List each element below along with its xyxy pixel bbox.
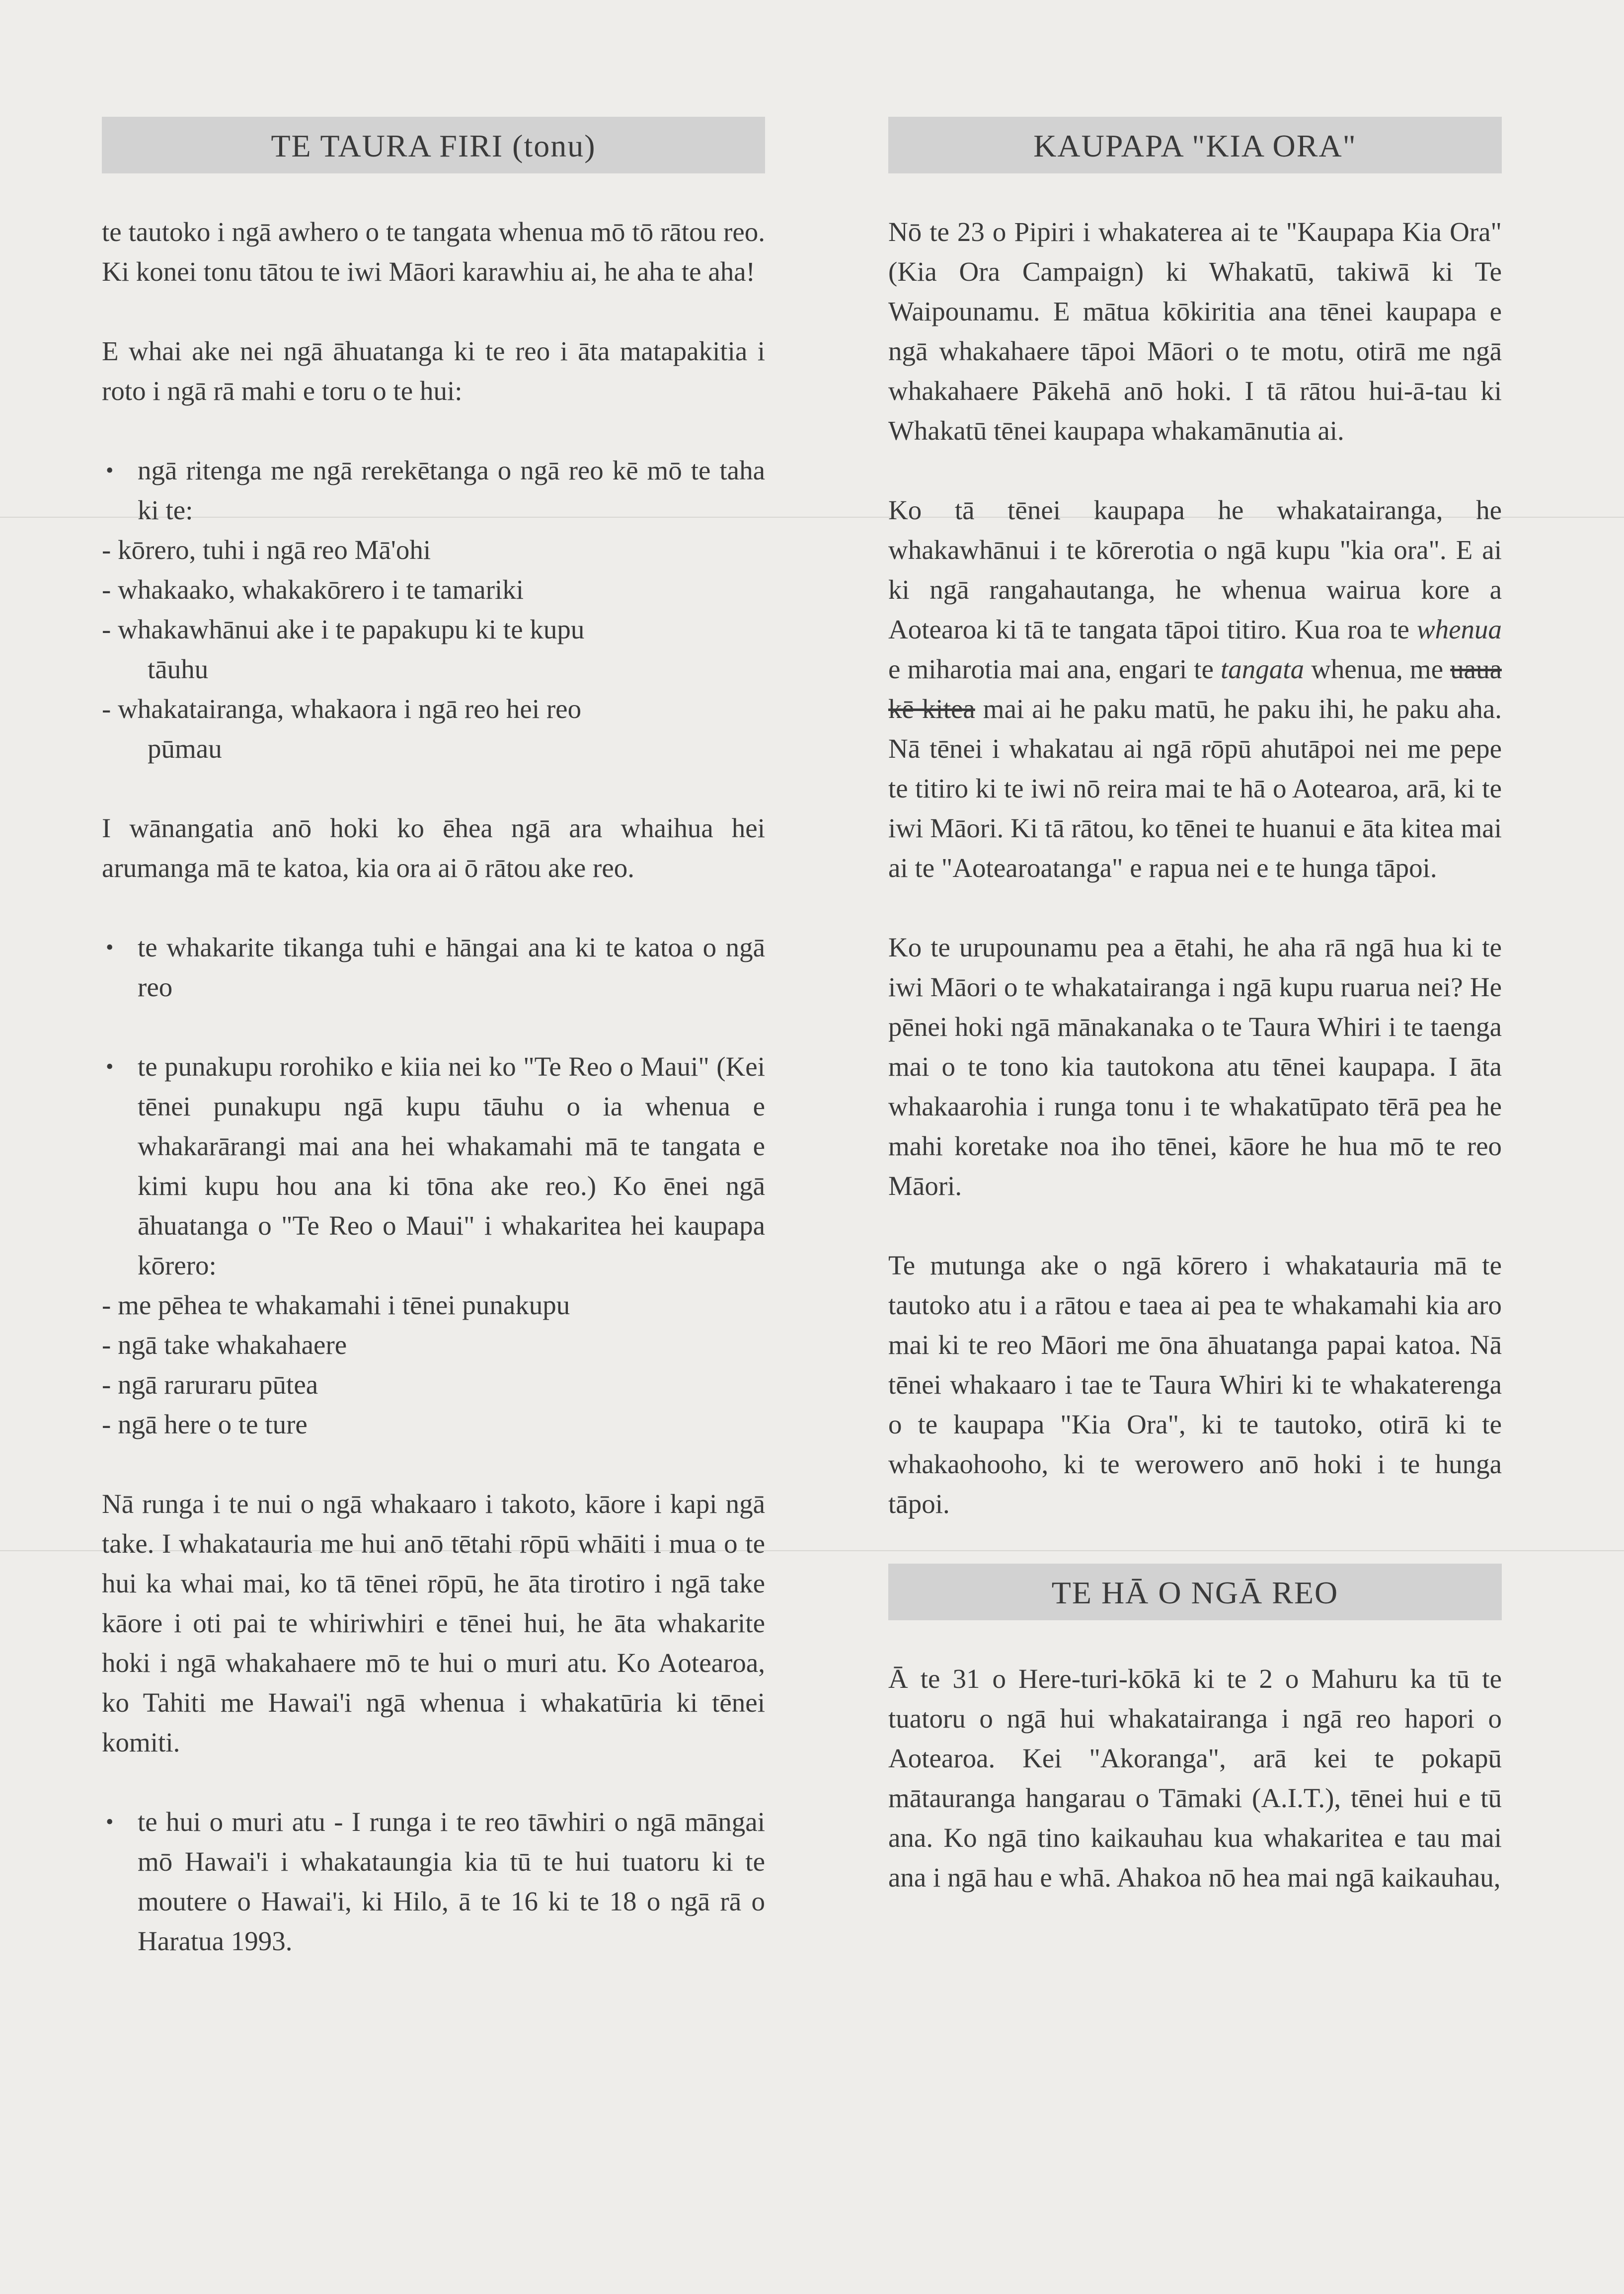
dash-item: - ngā raruraru pūtea [102, 1369, 318, 1400]
right-column [888, 117, 1502, 1937]
bullet-lead: • ngā ritenga me ngā rerekētanga o ngā reo kē mō te taha ki te: [102, 451, 765, 530]
bullet-item [102, 451, 765, 769]
dash-item: - me pēhea te whakamahi i tēnei punakupu [102, 1290, 570, 1320]
paragraph: Ko tā tēnei kaupapa he whakatairanga, he whakawhānui i te kōrerotia o ngā kupu "kia ora". E ai ki ngā rangahautanga, he whenua wairua kore a Aotearoa ki tā te tangata tāpoi titiro. Kua roa te whenua e miharotia mai ana, engari te tangata whenua, me uaua kē kitea mai ai he paku matū, he paku ihi, he paku aha. Nā tēnei i whakatau ai ngā rōpū ahutāpoi nei me pepe te titiro ki te iwi nō reira mai te hā o Aotearoa, arā, ki te iwi Māori. Ki tā rātou, ko tēnei te huanui e āta kitea mai ai te "Aotearoatanga" e rapua nei e te hunga tāpoi. [888, 495, 1502, 883]
paragraph: Nā runga i te nui o ngā whakaaro i takoto, kāore i kapi ngā take. I whakatauria me hui anō tētahi rōpū whāiti i mua o te hui ka whai mai, ko tā tēnei rōpū, he āta tirotiro i ngā take kāore i oti pai te whiriwhiri e tēnei hui, he āta whakarite hoki i ngā whakahaere mō te hui o muri atu. Ko Aotearoa, ko Tahiti me Hawai'i ngā whenua i whakatūria ki tēnei komiti. [102, 1489, 765, 1757]
paragraph: Nō te 23 o Pipiri i whakaterea ai te "Kaupapa Kia Ora" (Kia Ora Campaign) ki Whakatū, takiwā ki Te Waipounamu. E mātua kōkiritia ana tēnei kaupapa e ngā whakahaere tāpoi Māori o te motu, otirā me ngā whakahaere Pākehā anō hoki. I tā rātou hui-ā-tau ki Whakatū tēnei kaupapa whakamānutia ai. [888, 217, 1502, 446]
paragraph: te tautoko i ngā awhero o te tangata whenua mō tō rātou reo. Ki konei tonu tātou te iwi Māori karawhiu ai, he aha te aha! [102, 217, 765, 287]
dash-item: - whakawhānui ake i te papakupu ki te kupu [102, 614, 585, 644]
bullet-item: • te whakarite tikanga tuhi e hāngai ana ki te katoa o ngā reo [102, 928, 765, 1007]
dash-item: - ngā here o te ture [102, 1409, 308, 1439]
left-column [102, 117, 765, 1961]
paragraph: E whai ake nei ngā āhuatanga ki te reo i āta matapakitia i roto i ngā rā mahi e toru o te hui: [102, 336, 765, 406]
struck-text: uaua kē kitea [888, 654, 1502, 724]
dash-item-continuation: pūmau [148, 733, 222, 764]
dash-item: - kōrero, tuhi i ngā reo Mā'ohi [102, 535, 431, 565]
dash-item: - ngā take whakahaere [102, 1330, 347, 1360]
bullet-icon: • [106, 935, 114, 959]
section-heading-taura-firi: TE TAURA FIRI (tonu) [102, 117, 765, 173]
paragraph: Ā te 31 o Here-turi-kōkā ki te 2 o Mahuru ka tū te tuatoru o ngā hui whakatairanga i ngā reo hapori o Aotearoa. Kei "Akoranga", arā kei te pokapū mātauranga hangarau o Tāmaki (A.I.T.), tēnei hui e tū ana. Ko ngā tino kaikauhau kua whakaritea e tau mai ana i ngā hau e whā. Ahakoa nō hea mai ngā kaikauhau, [888, 1663, 1502, 1893]
paragraph: Te mutunga ake o ngā kōrero i whakatauria mā te tautoko atu i a rātou e taea ai pea te whakamahi kia aro mai ki te reo Māori me ōna āhuatanga papai katoa. Nā tēnei whakaaro i tae te Taura Whiri ki te whakaterenga o te kaupapa "Kia Ora", ki te tautoko, otirā ki te whakaohooho, ki te werowero anō hoki i te hunga tāpoi. [888, 1250, 1502, 1519]
paragraph: I wānangatia anō hoki ko ēhea ngā ara whaihua hei arumanga mā te katoa, kia ora ai ō rātou ake reo. [102, 813, 765, 883]
bullet-icon: • [106, 458, 114, 482]
paragraph: Ko te urupounamu pea a ētahi, he aha rā ngā hua ki te iwi Māori o te whakatairanga i ngā kupu ruarua nei? He pēnei hoki ngā mānakanaka o te Taura Whiri i te taenga mai o te tono kia tautokona atu tēnei kaupapa. I āta whakaarohia i runga tonu i te whakatūpato tērā pea he mahi koretake noa iho tēnei, kāore he hua mō te reo Māori. [888, 932, 1502, 1201]
bullet-item: • te punakupu rorohiko e kiia nei ko "Te Reo o Maui" (Kei tēnei punakupu ngā kupu tāuhu o ia whenua e whakarārangi mai ana hei whakamahi mā te tangata e kimi kupu hou ana ki tōna ake reo.) Ko ēnei ngā āhuatanga o "Te Reo o Maui" i whakaritea hei kaupapa kōrero: - me pēhea te whakamahi i tēnei punakupu - ngā take whakahaere - ngā raruraru pūtea - ngā here o te ture [102, 1047, 765, 1444]
section-heading-kia-ora: KAUPAPA "KIA ORA" [888, 117, 1502, 173]
bullet-icon: • [106, 1810, 114, 1834]
bullet-icon: • [106, 1054, 114, 1079]
bullet-item: • te hui o muri atu - I runga i te reo tāwhiri o ngā māngai mō Hawai'i i whakataungia kia tū te hui tuatoru ki te moutere o Hawai'i, ki Hilo, ā te 16 ki te 18 o ngā rā o Haratua 1993. [102, 1802, 765, 1961]
dash-item: - whakatairanga, whakaora i ngā reo hei reo [102, 694, 582, 724]
dash-item: - whakaako, whakakōrero i te tamariki [102, 574, 524, 605]
section-heading-te-ha: TE HĀ O NGĀ REO [888, 1564, 1502, 1620]
italic-word: tangata [1221, 654, 1305, 684]
italic-word: whenua [1416, 614, 1502, 644]
dash-item-continuation: tāuhu [148, 654, 209, 684]
